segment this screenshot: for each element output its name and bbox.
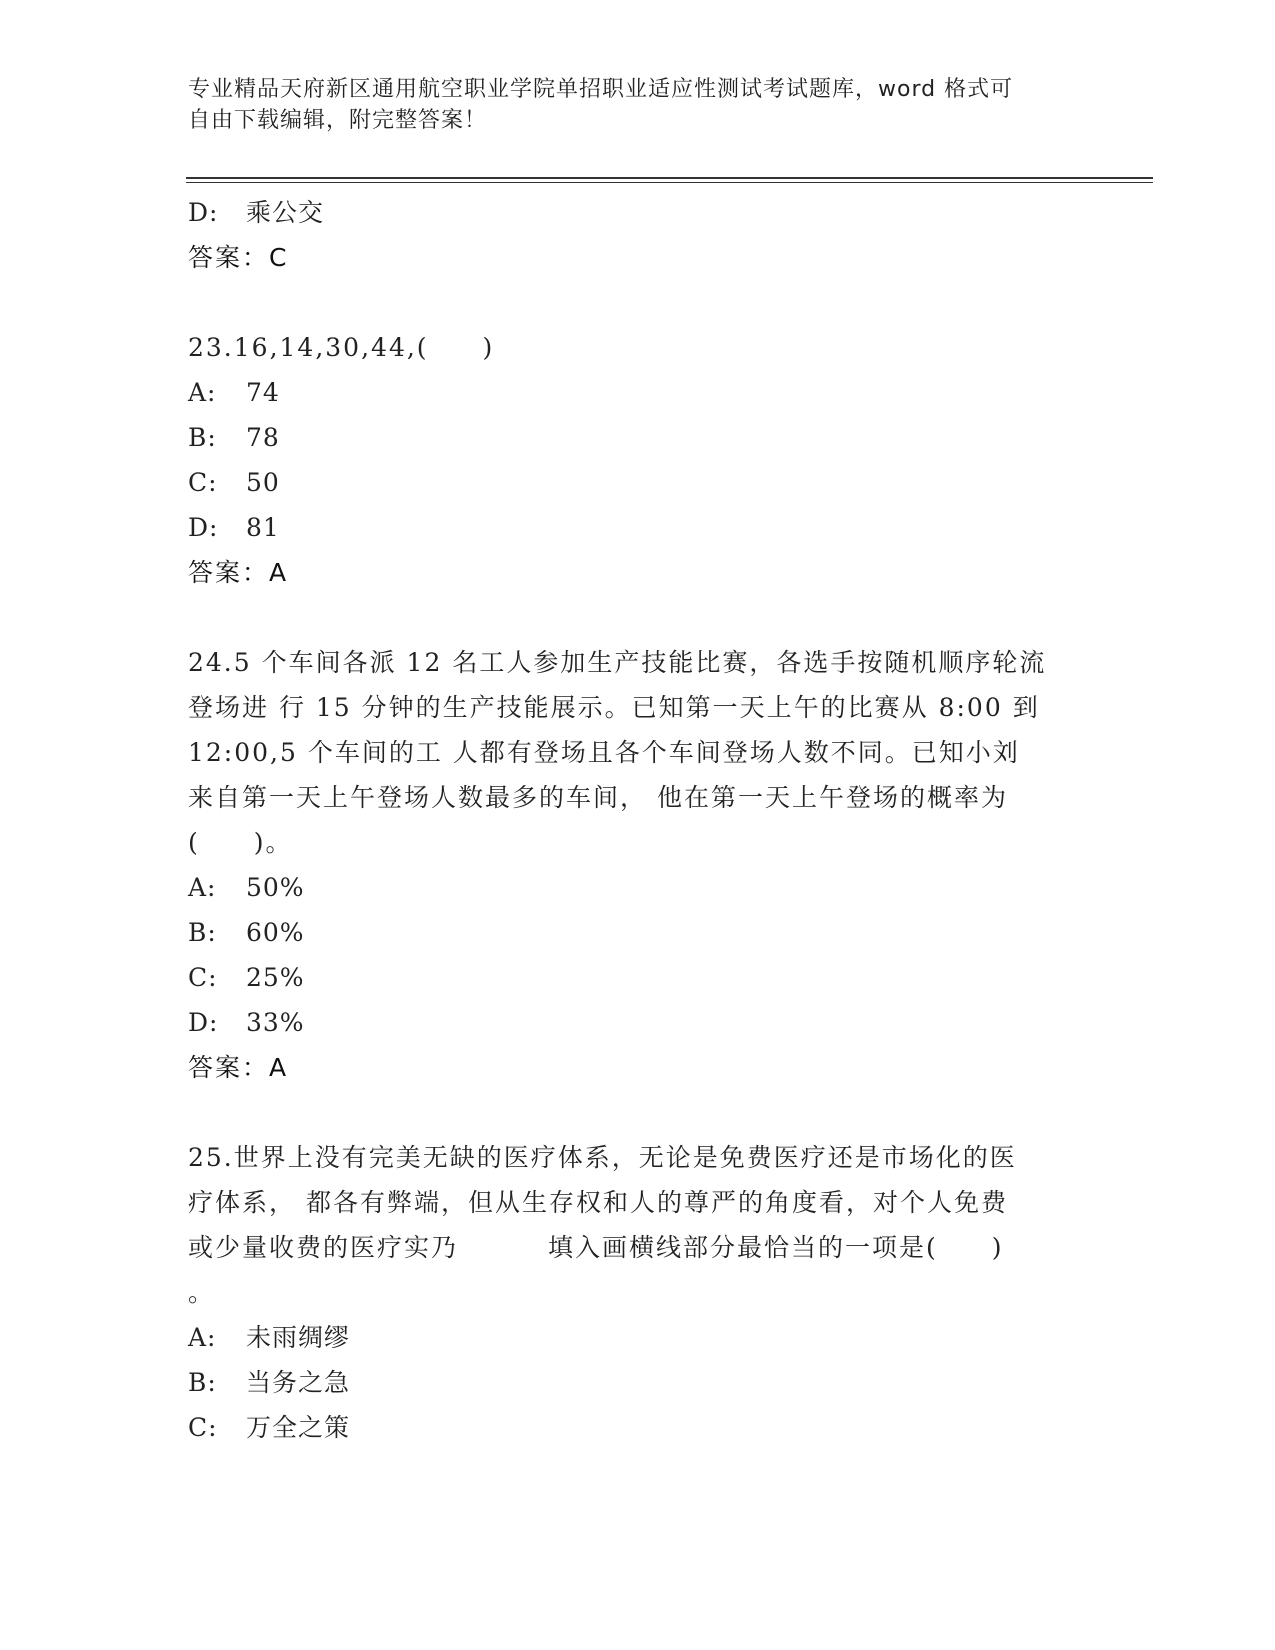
q23-stem: 23.16,14,30,44,( ) bbox=[188, 333, 495, 362]
option-key: A: bbox=[188, 378, 217, 407]
option-text: 50% bbox=[246, 873, 305, 902]
q25-option-c bbox=[188, 1405, 1088, 1450]
q25-stem-part-b: 填入画横线部分最恰当的一项是( ) bbox=[548, 1233, 1004, 1262]
q24-stem-line-2: 登场进 行 15 分钟的生产技能展示。已知第一天上午的比赛从 8:00 到 bbox=[188, 693, 1040, 722]
q25-stem-part-a: 或少量收费的医疗实乃 bbox=[188, 1233, 459, 1262]
q24-stem-line-3: 12:00,5 个车间的工 人都有登场且各个车间登场人数不同。已知小刘 bbox=[188, 738, 1020, 767]
option-key: D: bbox=[188, 198, 219, 227]
q25-stem-line-3 bbox=[188, 1225, 1088, 1270]
option-key: B: bbox=[188, 918, 217, 947]
q23-option-b bbox=[188, 415, 1088, 460]
q25-stem-line-1: 25.世界上没有完美无缺的医疗体系，无论是免费医疗还是市场化的医 bbox=[188, 1143, 1017, 1172]
option-text: 60% bbox=[246, 918, 305, 947]
option-key: C: bbox=[188, 1413, 218, 1442]
option-key: D: bbox=[188, 1008, 219, 1037]
q24-stem-line-1: 24.5 个车间各派 12 名工人参加生产技能比赛，各选手按随机顺序轮流 bbox=[188, 648, 1047, 677]
option-text: 33% bbox=[246, 1008, 305, 1037]
header-rule-thick bbox=[186, 177, 1153, 179]
q24-option-b bbox=[188, 910, 1088, 955]
option-key: A: bbox=[188, 873, 217, 902]
prev-answer: 答案：C bbox=[188, 243, 289, 272]
q24-option-c bbox=[188, 955, 1088, 1000]
q25-option-a bbox=[188, 1315, 1088, 1360]
header-line-2: 自由下载编辑，附完整答案！ bbox=[188, 108, 488, 133]
q23-option-d bbox=[188, 505, 1088, 550]
option-key: B: bbox=[188, 423, 217, 452]
q24-stem-line-5: ( )。 bbox=[188, 828, 293, 857]
q24-option-d bbox=[188, 1000, 1088, 1045]
option-text: 74 bbox=[246, 378, 280, 407]
option-key: B: bbox=[188, 1368, 217, 1397]
option-key: C: bbox=[188, 468, 218, 497]
q25-stem-line-4: 。 bbox=[188, 1278, 216, 1307]
prev-option-d bbox=[188, 190, 1088, 235]
option-text: 78 bbox=[246, 423, 280, 452]
q25-option-b bbox=[188, 1360, 1088, 1405]
q24-answer: 答案：A bbox=[188, 1053, 289, 1082]
q24-stem-line-4: 来自第一天上午登场人数最多的车间， 他在第一天上午登场的概率为 bbox=[188, 783, 1008, 812]
document-header bbox=[188, 74, 1088, 136]
q23-option-c bbox=[188, 460, 1088, 505]
option-text: 当务之急 bbox=[246, 1368, 351, 1397]
header-rule-thin bbox=[186, 182, 1153, 183]
header-line-1: 专业精品天府新区通用航空职业学院单招职业适应性测试考试题库，word 格式可 bbox=[188, 77, 1014, 102]
question-content bbox=[188, 190, 1088, 1450]
option-text: 25% bbox=[246, 963, 305, 992]
option-key: C: bbox=[188, 963, 218, 992]
option-text: 万全之策 bbox=[246, 1413, 351, 1442]
q23-answer: 答案：A bbox=[188, 558, 289, 587]
option-key: D: bbox=[188, 513, 219, 542]
option-text: 未雨绸缪 bbox=[246, 1323, 351, 1352]
option-text: 50 bbox=[246, 468, 280, 497]
q23-option-a bbox=[188, 370, 1088, 415]
option-text: 乘公交 bbox=[246, 198, 325, 227]
option-key: A: bbox=[188, 1323, 217, 1352]
q25-stem-line-2: 疗体系， 都各有弊端，但从生存权和人的尊严的角度看，对个人免费 bbox=[188, 1188, 1008, 1217]
option-text: 81 bbox=[246, 513, 280, 542]
q24-option-a bbox=[188, 865, 1088, 910]
